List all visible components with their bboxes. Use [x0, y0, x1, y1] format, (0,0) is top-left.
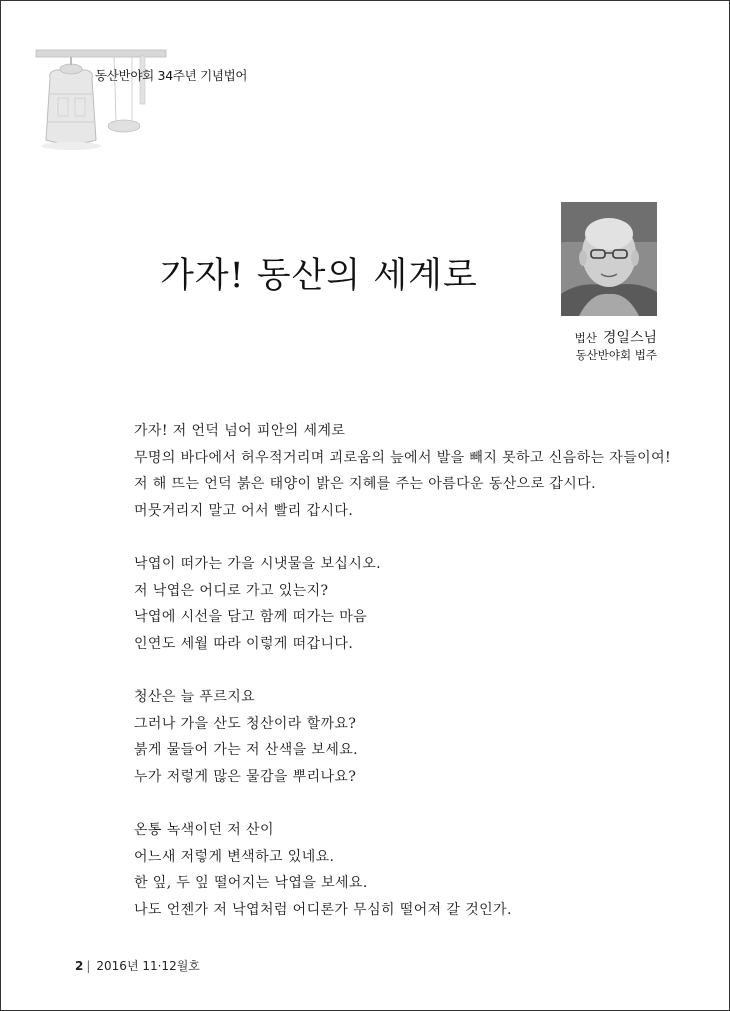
poem-line: 온통 녹색이던 저 산이	[134, 822, 274, 838]
poem-line: 청산은 늘 푸르지요	[134, 689, 256, 705]
poem-line: 저 낙엽은 어디로 가고 있는지?	[134, 582, 329, 599]
bell-beam	[36, 50, 166, 57]
page-footer	[75, 957, 200, 974]
footer-separator: |	[86, 959, 91, 973]
bell-body	[46, 70, 96, 144]
poem-line: 무명의 바다에서 허우적거리며 괴로움의 늪에서 발을 빼지 못하고 신음하는 자들이여!	[134, 449, 672, 466]
author-name: 경일스님	[602, 330, 657, 346]
poem-line: 한 잎, 두 잎 떨어지는 낙엽을 보세요.	[134, 875, 368, 891]
issue-label: 2016년 11·12월호	[96, 959, 200, 973]
poem-line: 그러나 가을 산도 청산이라 할까요?	[134, 715, 357, 732]
poem-line: 붉게 물들어 가는 저 산색을 보세요.	[134, 742, 359, 758]
page-title: 가자! 동산의 세계로	[160, 256, 478, 296]
poem-line: 가자! 저 언덕 넘어 피안의 세계로	[134, 423, 346, 439]
author-affiliation: 동산반야회 법주	[575, 348, 657, 362]
author-byline	[575, 327, 657, 347]
poem-line: 누가 저렇게 많은 물감을 뿌리나요?	[134, 768, 357, 785]
page-number: 2	[75, 959, 84, 973]
poem-stanza	[134, 817, 694, 923]
poem-line: 낙엽에 시선을 담고 함께 떠가는 마음	[134, 609, 368, 625]
poem-line: 인연도 세월 따라 이렇게 떠갑니다.	[134, 635, 354, 652]
poem-stanza	[134, 551, 694, 657]
poem-body	[134, 418, 694, 950]
poem-line: 어느새 저렇게 변색하고 있네요.	[134, 848, 335, 865]
header-title: 동산반야회 34주년 기념법어	[95, 68, 248, 83]
poem-line: 머뭇거리지 말고 어서 빨리 갑시다.	[134, 502, 354, 519]
bell-base	[41, 142, 101, 150]
poem-stanza	[134, 684, 694, 790]
temple-bell-illustration	[28, 42, 168, 162]
author-photo	[561, 202, 657, 316]
poem-line: 낙엽이 떠가는 가을 시냇물을 보십시오.	[134, 556, 382, 572]
bell-striker	[108, 120, 140, 132]
poem-line: 저 해 뜨는 언덕 붉은 태양이 밝은 지혜를 주는 아름다운 동산으로 갑시다.	[134, 476, 596, 492]
bell-top	[60, 64, 82, 74]
author-role: 법산	[574, 331, 597, 345]
poem-line: 나도 언젠가 저 낙엽처럼 어디론가 무심히 떨어져 갈 것인가.	[134, 901, 512, 918]
poem-stanza	[134, 418, 694, 524]
